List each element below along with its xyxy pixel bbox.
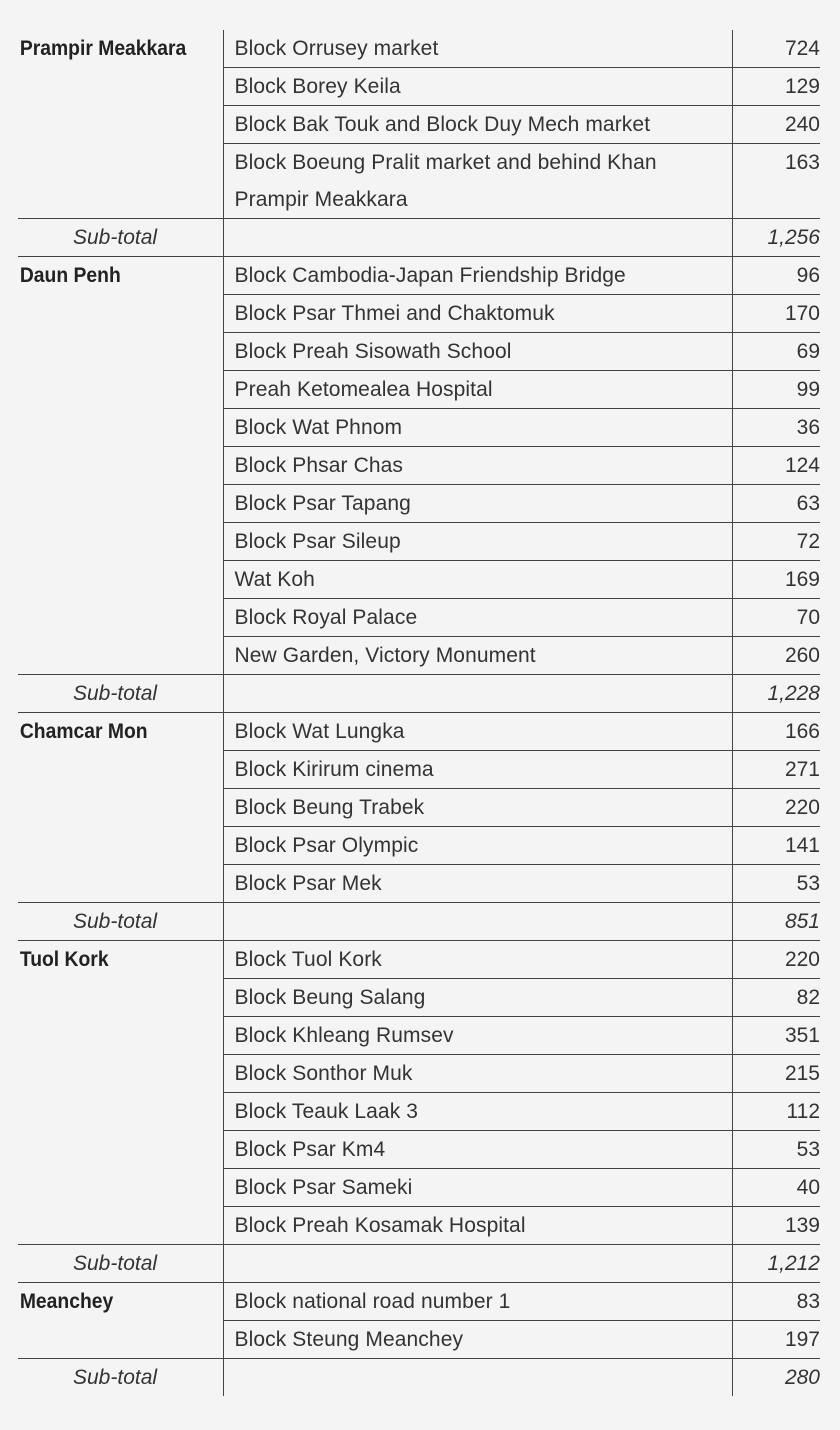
location-count: 351 — [732, 1017, 820, 1055]
table-body — [18, 30, 820, 1396]
table-row — [18, 1207, 820, 1245]
table-row — [18, 1169, 820, 1207]
location-name: Block Preah Kosamak Hospital — [223, 1207, 732, 1245]
table-row — [18, 447, 820, 485]
subtotal-empty-cell — [223, 1359, 732, 1397]
district-cell-empty — [18, 1055, 207, 1093]
subtotal-empty-cell — [223, 903, 732, 941]
table-row — [18, 713, 820, 751]
table-row — [18, 144, 820, 219]
location-name: Block Psar Sileup — [223, 523, 732, 561]
subtotal-label: Sub-total — [18, 903, 223, 941]
location-count: 215 — [732, 1055, 820, 1093]
district-cell-empty — [18, 979, 207, 1017]
location-count: 240 — [732, 106, 820, 144]
location-name: Block Wat Phnom — [223, 409, 732, 447]
table-row — [18, 599, 820, 637]
table-row — [18, 257, 820, 295]
table-row — [18, 371, 820, 409]
location-count: 139 — [732, 1207, 820, 1245]
table-row — [18, 485, 820, 523]
subtotal-value: 1,212 — [732, 1245, 820, 1283]
location-name: Block Psar Sameki — [223, 1169, 732, 1207]
table-row — [18, 865, 820, 903]
location-count: 99 — [732, 371, 820, 409]
location-name: Block Royal Palace — [223, 599, 732, 637]
location-name: Block Sonthor Muk — [223, 1055, 732, 1093]
location-name: Preah Ketomealea Hospital — [223, 371, 732, 409]
subtotal-label: Sub-total — [18, 219, 223, 257]
location-name: Block Psar Olympic — [223, 827, 732, 865]
table-row — [18, 68, 820, 106]
subtotal-label: Sub-total — [18, 1245, 223, 1283]
table-row — [18, 1321, 820, 1359]
location-count: 169 — [732, 561, 820, 599]
location-count: 170 — [732, 295, 820, 333]
subtotal-row — [18, 675, 820, 713]
location-name: Block Cambodia-Japan Friendship Bridge — [223, 257, 732, 295]
district-name: Prampir Meakkara — [19, 37, 187, 60]
table-row — [18, 789, 820, 827]
subtotal-row — [18, 1359, 820, 1397]
location-name: Block national road number 1 — [223, 1283, 732, 1321]
location-count: 220 — [732, 789, 820, 827]
location-count: 260 — [732, 637, 820, 675]
location-count: 124 — [732, 447, 820, 485]
table-row — [18, 333, 820, 371]
subtotal-value: 851 — [732, 903, 820, 941]
table-row — [18, 827, 820, 865]
location-count: 163 — [732, 144, 820, 219]
district-cell-empty — [18, 371, 207, 409]
subtotal-row — [18, 1245, 820, 1283]
subtotal-label: Sub-total — [18, 675, 223, 713]
location-name: Block Teauk Laak 3 — [223, 1093, 732, 1131]
district-cell-empty — [18, 599, 207, 637]
subtotal-row — [18, 219, 820, 257]
subtotal-label: Sub-total — [18, 1359, 223, 1397]
location-name: Block Borey Keila — [223, 68, 732, 106]
subtotal-empty-cell — [223, 1245, 732, 1283]
district-name: Meanchey — [18, 1283, 207, 1321]
table-row — [18, 523, 820, 561]
location-count: 96 — [732, 257, 820, 295]
location-name: Block Psar Km4 — [223, 1131, 732, 1169]
district-cell-empty — [18, 333, 207, 371]
table-row — [18, 1131, 820, 1169]
location-count: 82 — [732, 979, 820, 1017]
location-name: Wat Koh — [223, 561, 732, 599]
district-cell-empty — [18, 144, 207, 219]
subtotal-value: 280 — [732, 1359, 820, 1397]
district-cell-empty — [18, 827, 207, 865]
location-count: 724 — [784, 37, 820, 60]
location-count: 36 — [732, 409, 820, 447]
table-row — [18, 409, 820, 447]
district-cell-empty — [18, 1207, 207, 1245]
subtotal-value: 1,228 — [732, 675, 820, 713]
location-count: 166 — [732, 713, 820, 751]
location-count: 129 — [732, 68, 820, 106]
district-cell-empty — [18, 68, 207, 106]
location-name: Block Steung Meanchey — [223, 1321, 732, 1359]
district-cell-empty — [18, 751, 207, 789]
location-count: 63 — [732, 485, 820, 523]
district-cell-empty — [18, 409, 207, 447]
location-name: Block Psar Thmei and Chaktomuk — [223, 295, 732, 333]
district-name: Tuol Kork — [18, 941, 207, 979]
location-count: 83 — [732, 1283, 820, 1321]
district-name: Chamcar Mon — [18, 713, 207, 751]
location-name: New Garden, Victory Monument — [223, 637, 732, 675]
table-row — [18, 1017, 820, 1055]
location-name: Block Orrusey market — [223, 30, 732, 68]
district-cell-empty — [18, 1321, 207, 1359]
subtotal-empty-cell — [223, 219, 732, 257]
table-row — [18, 751, 820, 789]
district-name: Daun Penh — [18, 257, 207, 295]
table-row — [18, 30, 820, 68]
subtotal-empty-cell — [223, 675, 732, 713]
location-count: 112 — [732, 1093, 820, 1131]
district-cell-empty — [18, 1169, 207, 1207]
location-name: Block Psar Tapang — [223, 485, 732, 523]
district-cell-empty — [18, 485, 207, 523]
district-cell-empty — [18, 1017, 207, 1055]
location-count: 197 — [732, 1321, 820, 1359]
district-cell-empty — [18, 865, 207, 903]
table-row — [18, 106, 820, 144]
table-row — [18, 979, 820, 1017]
subtotal-row — [18, 903, 820, 941]
location-count: 53 — [732, 865, 820, 903]
table-row — [18, 637, 820, 675]
district-cell-empty — [18, 1131, 207, 1169]
district-locations-table — [18, 30, 820, 1396]
district-cell-empty — [18, 447, 207, 485]
district-cell-empty — [18, 295, 207, 333]
location-count: 69 — [732, 333, 820, 371]
district-cell-empty — [18, 106, 207, 144]
district-cell-empty — [18, 1093, 207, 1131]
location-count: 72 — [732, 523, 820, 561]
location-name: Block Preah Sisowath School — [223, 333, 732, 371]
location-name: Block Phsar Chas — [223, 447, 732, 485]
district-cell-empty — [18, 561, 207, 599]
table-row — [18, 1055, 820, 1093]
location-name: Block Wat Lungka — [223, 713, 732, 751]
location-count: 220 — [732, 941, 820, 979]
table-row — [18, 561, 820, 599]
location-count: 271 — [732, 751, 820, 789]
location-count: 70 — [732, 599, 820, 637]
location-name: Block Beung Salang — [223, 979, 732, 1017]
location-name: Block Kirirum cinema — [223, 751, 732, 789]
district-cell-empty — [18, 637, 207, 675]
location-count: 53 — [732, 1131, 820, 1169]
table-row — [18, 941, 820, 979]
district-cell-empty — [18, 523, 207, 561]
location-count: 40 — [732, 1169, 820, 1207]
subtotal-value: 1,256 — [732, 219, 820, 257]
location-name: Block Boeung Pralit market and behind Khan Prampir Meakkara — [223, 144, 732, 219]
table-row — [18, 295, 820, 333]
table-row — [18, 1283, 820, 1321]
location-name: Block Psar Mek — [223, 865, 732, 903]
location-count: 141 — [732, 827, 820, 865]
location-name: Block Beung Trabek — [223, 789, 732, 827]
district-cell-empty — [18, 789, 207, 827]
location-name: Block Khleang Rumsev — [223, 1017, 732, 1055]
location-name: Block Tuol Kork — [223, 941, 732, 979]
location-name: Block Bak Touk and Block Duy Mech market — [223, 106, 732, 144]
table-row — [18, 1093, 820, 1131]
